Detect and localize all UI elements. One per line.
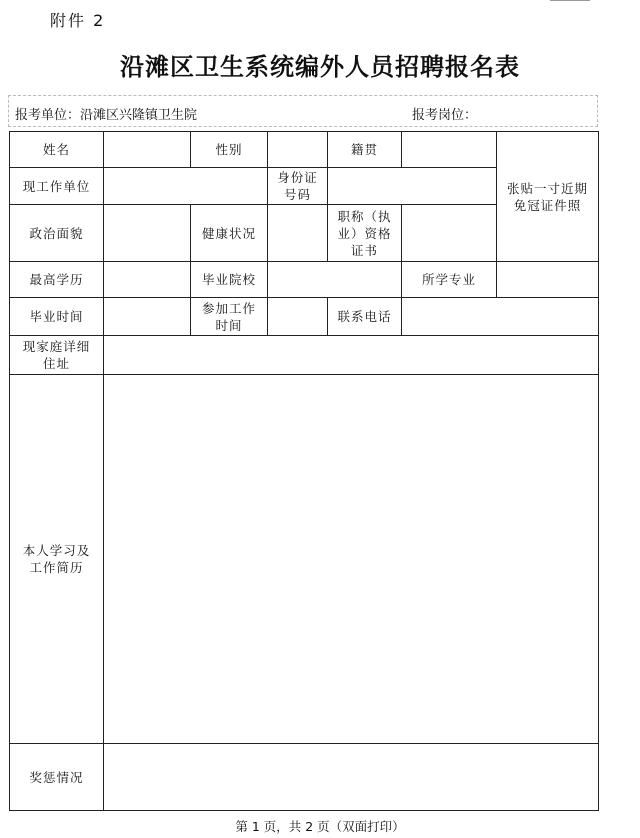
school-label: 毕业院校 [191, 262, 268, 298]
name-field[interactable] [104, 132, 191, 168]
phone-field[interactable] [402, 298, 599, 336]
resume-label: 本人学习及工作简历 [10, 375, 104, 744]
health-field[interactable] [268, 205, 328, 262]
id-number-field[interactable] [328, 168, 497, 205]
awards-field[interactable] [104, 744, 599, 811]
page-title: 沿滩区卫生系统编外人员招聘报名表 [120, 53, 520, 81]
title-cert-label: 职称（执业）资格证书 [328, 205, 402, 262]
title-cert-field[interactable] [402, 205, 497, 262]
education-label: 最高学历 [10, 262, 104, 298]
grad-time-label: 毕业时间 [10, 298, 104, 336]
gender-field[interactable] [268, 132, 328, 168]
origin-label: 籍贯 [328, 132, 402, 168]
current-unit-label: 现工作单位 [10, 168, 104, 205]
unit-value: 沿滩区兴隆镇卫生院 [80, 108, 198, 123]
name-label: 姓名 [10, 132, 104, 168]
registration-form [9, 131, 599, 811]
address-label: 现家庭详细住址 [10, 336, 104, 375]
phone-label: 联系电话 [328, 298, 402, 336]
top-rule [550, 0, 590, 1]
grad-time-field[interactable] [104, 298, 191, 336]
awards-label: 奖惩情况 [10, 744, 104, 811]
work-start-field[interactable] [268, 298, 328, 336]
resume-field[interactable] [104, 375, 599, 744]
position-label: 报考岗位： [412, 108, 478, 123]
info-row [8, 95, 598, 127]
unit-line [15, 104, 197, 123]
school-field[interactable] [268, 262, 402, 298]
health-label: 健康状况 [191, 205, 268, 262]
work-start-label: 参加工作时间 [191, 298, 268, 336]
address-field[interactable] [104, 336, 599, 375]
photo-box[interactable]: 张贴一寸近期免冠证件照 [497, 132, 599, 262]
unit-label: 报考单位： [15, 108, 81, 123]
current-unit-field[interactable] [104, 168, 268, 205]
major-field[interactable] [497, 262, 599, 298]
page-footer: 第 1 页，共 2 页（双面打印） [235, 819, 405, 834]
education-field[interactable] [104, 262, 191, 298]
political-status-field[interactable] [104, 205, 191, 262]
major-label: 所学专业 [402, 262, 497, 298]
gender-label: 性别 [191, 132, 268, 168]
attachment-label: 附件 2 [50, 11, 106, 30]
origin-field[interactable] [402, 132, 497, 168]
id-number-label: 身份证号码 [268, 168, 328, 205]
political-status-label: 政治面貌 [10, 205, 104, 262]
